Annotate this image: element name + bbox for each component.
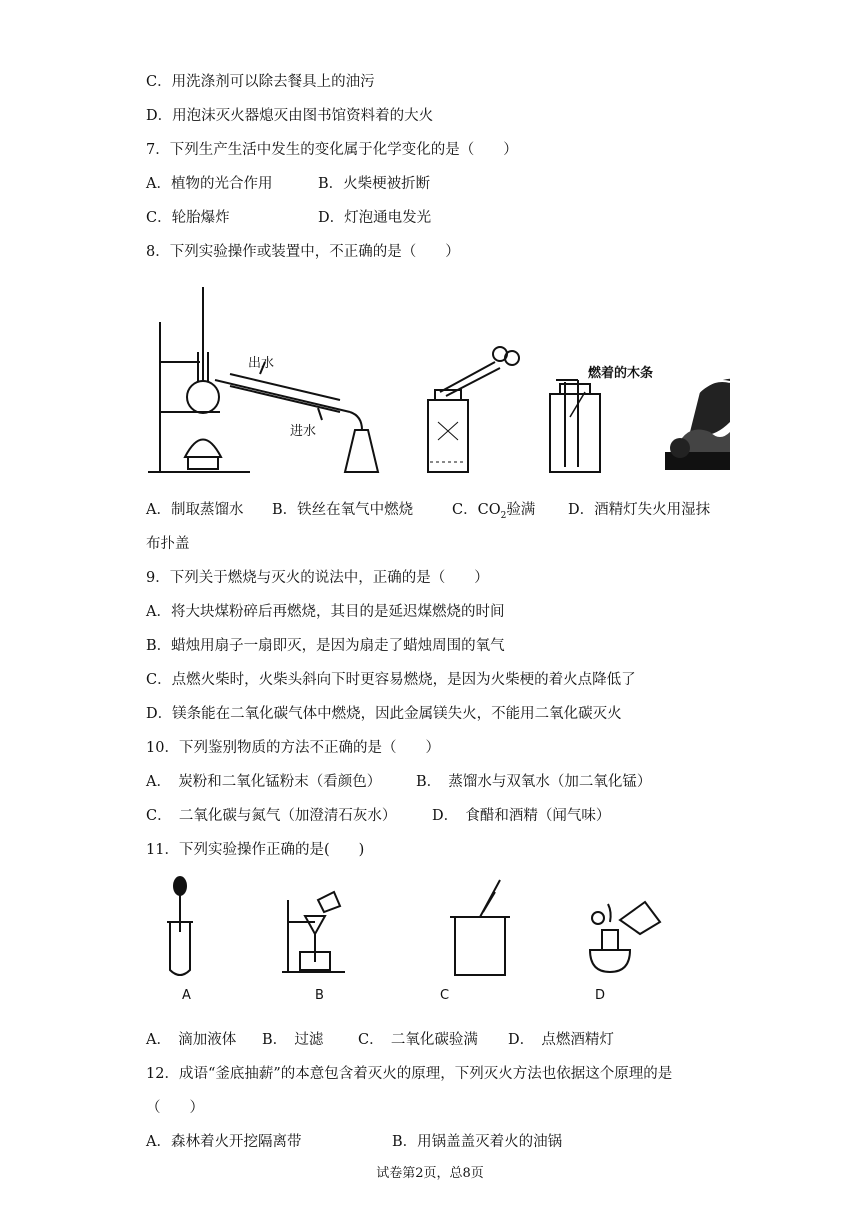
q7-option-d: D．灯泡通电发光	[318, 210, 432, 226]
q9-option-d: D．镁条能在二氧化碳气体中燃烧，因此金属镁失火，不能用二氧化碳灭火	[146, 706, 622, 722]
q7-option-a: A．植物的光合作用	[146, 176, 273, 192]
in-water-label: 进水	[290, 424, 317, 439]
q12-option-a: A．森林着火开挖隔离带	[146, 1134, 302, 1150]
q12-option-b: B．用锅盖盖灭着火的油锅	[392, 1134, 563, 1150]
figure-label-c: C	[440, 988, 450, 1003]
q11-figure	[150, 872, 670, 1012]
question-7: 7．下列生产生活中发生的变化属于化学变化的是（ ）	[146, 142, 518, 158]
q10-option-c: C． 二氧化碳与氮气（加澄清石灰水）	[146, 808, 397, 824]
q9-option-c: C．点燃火柴时，火柴头斜向下时更容易燃烧，是因为火柴梗的着火点降低了	[146, 672, 636, 688]
question-12-paren: （ ）	[146, 1100, 204, 1116]
question-10: 10．下列鉴别物质的方法不正确的是（ ）	[146, 740, 440, 756]
q8-option-d: D．酒精灯失火用湿抹	[568, 502, 711, 518]
q8-figure	[140, 282, 730, 482]
q10-option-d: D． 食醋和酒精（闻气味）	[432, 808, 611, 824]
q7-option-b: B．火柴梗被折断	[318, 176, 431, 192]
question-11: 11．下列实验操作正确的是( )	[146, 842, 365, 858]
q8-option-d-continued: 布扑盖	[146, 536, 190, 552]
q11-option-b: B． 过滤	[262, 1032, 324, 1048]
out-water-label: 出水	[248, 356, 275, 371]
q9-option-b: B．蜡烛用扇子一扇即灭，是因为扇走了蜡烛周围的氧气	[146, 638, 505, 654]
option-d-line: D．用泡沫灭火器熄灭由图书馆资料着的大火	[146, 108, 434, 124]
q8-option-b: B．铁丝在氧气中燃烧	[272, 502, 414, 518]
q11-option-a: A． 滴加液体	[146, 1032, 237, 1048]
q10-option-a: A． 炭粉和二氧化锰粉末（看颜色）	[146, 774, 382, 790]
q8-option-a: A．制取蒸馏水	[146, 502, 244, 518]
figure-label-d: D	[595, 988, 606, 1003]
q10-option-b: B． 蒸馏水与双氧水（加二氧化锰）	[416, 774, 652, 790]
distillation-apparatus-diagram	[140, 282, 730, 482]
figure-label-a: A	[182, 988, 191, 1003]
q11-option-d: D． 点燃酒精灯	[508, 1032, 614, 1048]
question-12: 12．成语“釜底抽薪”的本意包含着灭火的原理，下列灭火方法也依据这个原理的是	[146, 1066, 673, 1082]
q8-option-c: C．$CO_2$验满	[452, 502, 536, 521]
q7-option-c: C．轮胎爆炸	[146, 210, 230, 226]
question-9: 9．下列关于燃烧与灭火的说法中，正确的是（ ）	[146, 570, 489, 586]
q9-option-a: A．将大块煤粉碎后再燃烧，其目的是延迟煤燃烧的时间	[146, 604, 505, 620]
lab-operation-diagrams	[150, 872, 670, 982]
burning-stick-label: 燃着的木条	[588, 366, 654, 381]
figure-label-b: B	[315, 988, 324, 1003]
q11-option-c: C． 二氧化碳验满	[358, 1032, 478, 1048]
page-footer: 试卷第2页，总8页	[376, 1166, 484, 1181]
option-c-line: C．用洗涤剂可以除去餐具上的油污	[146, 74, 375, 90]
question-8: 8．下列实验操作或装置中，不正确的是（ ）	[146, 244, 460, 260]
